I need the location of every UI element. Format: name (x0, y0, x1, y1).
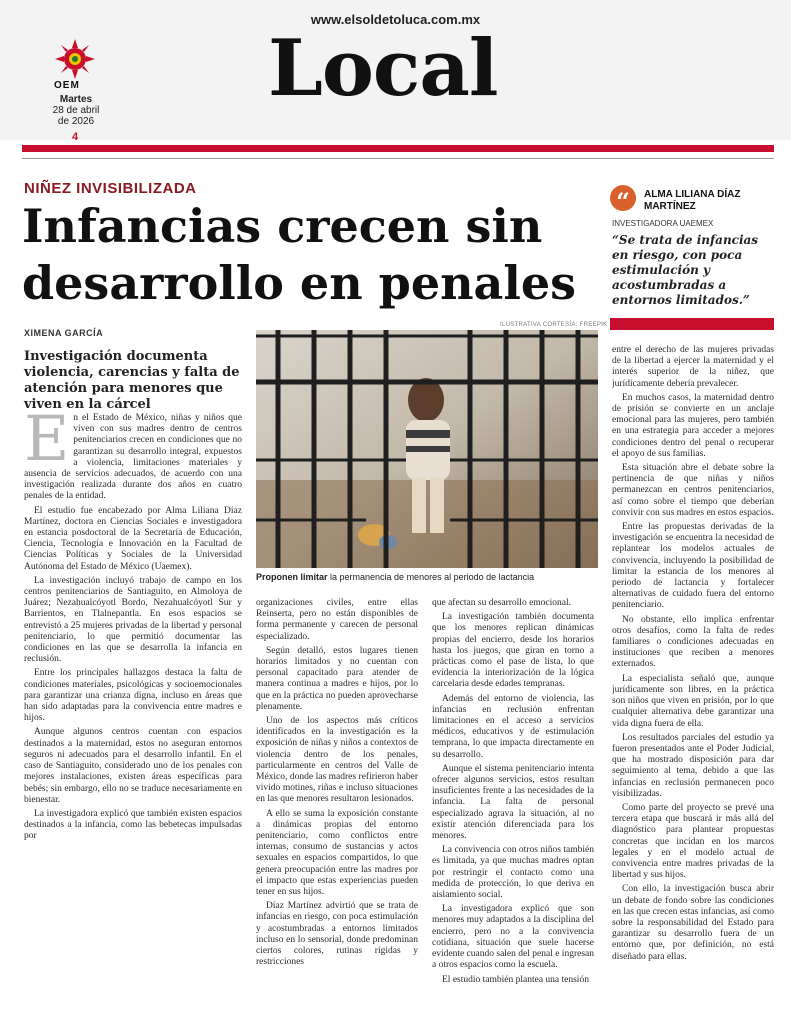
quote-divider (610, 318, 774, 330)
header-divider (22, 145, 774, 152)
site-url[interactable]: www.elsoldetoluca.com.mx (310, 12, 481, 27)
paragraph: La investigación incluyó trabajo de campo en los centros penitenciarios de Santiaguito, en Almoloya de Juárez; Nezahualcóyotl Bordo, Nezahualcóyotl Sur y Barrientos, en Tlalnepantla. En esos espacios se entrevistó a 25 mujeres privadas de la libertad y personal penitenciario, lo que permitió documentar las condiciones en las que se desarrolla la infancia en reclusión. (24, 575, 242, 665)
paragraph: entre el derecho de las mujeres privadas de la libertad a ejercer la maternidad y el interés superior de la niñez, que jurídicamente debería prevalecer. (612, 345, 774, 389)
paragraph: Con ello, la investigación busca abrir un debate de fondo sobre las condiciones en las que crecen estas infancias, así como sobre la responsabilidad del Estado para garantizar su desarrollo fuera de un entorno que, por definición, no está diseñado para ellas. (612, 884, 774, 962)
paragraph: El estudio fue encabezado por Alma Liliana Díaz Martínez, doctora en Ciencias Sociales e investigadora en estancia posdoctoral de la Secretaría de Educación, Ciencia, Tecnología e Innovación en la Facultad de Ciencias Políticas y Sociales de la Universidad Autónoma del Estado de México (Uaemex). (24, 505, 242, 572)
article-column-1 (24, 413, 242, 984)
paragraph: Como parte del proyecto se prevé una tercera etapa que buscará ir más allá del diagnóstico para plantear propuestas concretas que incidan en los marcos legales y en el modelo actual de convivencia entre madres privadas de la libertad y sus hijos. (612, 802, 774, 881)
photo-caption (256, 572, 598, 582)
paragraph: Aunque el sistema penitenciario intenta ofrecer algunos servicios, estos resultan insuficientes frente a las necesidades de la infancia. La falta de personal especializado agrava la situación, al no existir atención diferenciada para los menores. (432, 763, 594, 842)
caption-text: la permanencia de menores al periodo de lactancia (327, 572, 535, 582)
dateline (50, 94, 102, 127)
paragraph: Además del entorno de violencia, las infancias en reclusión enfrentan limitaciones en el acceso a servicios médicos, educativos y de estimulación temprana, lo que impacta directamente en su desarrollo. (432, 693, 594, 760)
paragraph: Uno de los aspectos más críticos identificados en la investigación es la exposición de niñas y niños a contextos de violencia dentro de los penales, particularmente en centros del Valle de México, donde las madres refirieron haber vivido motines, riñas e incluso situaciones en las que menores resultaron lesionados. (256, 716, 418, 805)
article-byline: XIMENA GARCÍA (24, 328, 104, 338)
brand-logo-text: OEM (54, 80, 80, 91)
article-headline: Infancias crecen sin desarrollo en penales (22, 199, 576, 310)
paragraph: La especialista señaló que, aunque jurídicamente son libres, en la práctica son niños que viven en prisión, por lo que cualquier alternativa debe garantizar una vida digna fuera de ella. (612, 673, 774, 729)
paragraph: La investigación también documenta que los menores replican dinámicas propias del encierro, desde los horarios hasta los juegos, que giran en torno a prácticas como el pase de lista, lo que evidencia la interiorización de la lógica carcelaria desde edades tempranas. (432, 612, 594, 690)
paragraph: Según detalló, estos lugares tienen horarios limitados y no cuentan con personal capacitado para atender de manera continua a madres e hijos, por lo que en la práctica no pueden aprovecharse plenamente. (256, 645, 418, 712)
date-line-2: de 2026 (57, 116, 95, 127)
paragraph: El estudio también plantea una tensión (442, 974, 589, 984)
page-number: 4 (72, 131, 79, 143)
paragraph: La investigadora explicó que son menores muy adaptados a la disciplina del encierro, pero no a la convivencia cotidiana, situación que suele hacerse evidente cuando salen del penal e ingresan a otros espacios como la escuela. (432, 904, 594, 971)
paragraph: Entre los principales hallazgos destaca la falta de condiciones materiales, psicológicas y socioemocionales para garantizar una crianza digna, incluso en áreas que han sido adaptadas para la convivencia entre madres e hijos. (24, 668, 242, 724)
article-photo (256, 330, 598, 568)
date-line-1: 28 de abril (52, 105, 100, 116)
paragraph: Díaz Martínez advirtió que se trata de infancias en riesgo, con poca estimulación y acostumbradas a entornos limitados incluso en lo sensorial, donde predominan ciertos colores, rutinas rígidas y restricciones (256, 901, 418, 968)
quote-author-role: INVESTIGADORA UAEMEX (612, 219, 714, 228)
quote-marks-icon: “ (610, 185, 636, 211)
paragraph: Esta situación abre el debate sobre la pertinencia de que niñas y niños permanezcan en centros penitenciarios, así como sobre el tiempo que deberían convivir con sus madres en estos espacios. (612, 463, 774, 518)
sun-emblem-icon (54, 38, 96, 80)
paragraph: Entre las propuestas derivadas de la investigación se encuentra la necesidad de replantear los modelos actuales de convivencia, incluyendo la posibilidad de limitar la estancia de los menores al periodo de lactancia y fortalecer alternativas de cuidado fuera del entorno penitenciario. (612, 522, 774, 611)
paragraph: La convivencia con otros niños también es limitada, ya que muchas madres optan por restringir el contacto como una medida de protección, lo que deriva en aislamiento social. (432, 845, 594, 901)
paragraph: A ello se suma la exposición constante a dinámicas propias del entorno penitenciario, como conflictos entre internas, consumo de sustancias y actos sexuales en espacios compartidos, lo que genera preocupación entre las madres por el impacto que estas experiencias pueden tener en sus hijos. (256, 808, 418, 898)
paragraph: organizaciones civiles, entre ellas Reinserta, pero no están disponibles de forma permanente y carecen de personal especializado. (256, 598, 418, 642)
photo-credit: ILUSTRATIVA CORTESÍA: FREEPIK (500, 322, 608, 328)
paragraph (24, 413, 242, 503)
paragraph: Aunque algunos centros cuentan con espacios destinados a la maternidad, estos no aseguran entornos seguros ni adecuados para el desarrollo infantil. En el caso de Santiaguito, considerado uno de los penales con mejores instalaciones, existen áreas específicas para bebés; sin embargo, ello no se traduce necesariamente en bienestar. (24, 727, 242, 805)
paragraph: La investigadora explicó que también existen espacios destinados a la infancia, como las bebetecas impulsadas por (24, 808, 242, 842)
section-title: Local (268, 23, 498, 114)
paragraph: que afectan su desarrollo emocional. (432, 598, 572, 608)
article-kicker: NIÑEZ INVISIBILIZADA (24, 180, 197, 197)
article-column-2 (256, 598, 418, 984)
article-column-3 (432, 598, 594, 984)
article-deck: Investigación documenta violencia, carencias y falta de atención para menores que viven en la cárcel (24, 349, 240, 412)
pull-quote-text: “Se trata de infancias en riesgo, con poca estimulación y acostumbradas a entornos limitados.” (612, 233, 759, 307)
drop-cap: E (24, 413, 70, 475)
paragraph: No obstante, ello implica enfrentar otros desafíos, como la falta de redes familiares o condiciones adecuadas en instituciones que reciben a menores externados. (612, 614, 774, 670)
quote-author-name: ALMA LILIANA DÍAZ MARTÍNEZ (644, 189, 741, 212)
paragraph: En muchos casos, la maternidad dentro de prisión se convierte en un anclaje emocional para las mujeres, pero también en una estrategia para acceder a mejores condiciones dentro del penal o recuperar el apoyo de sus familias. (612, 392, 774, 459)
date-day: Martes (59, 94, 93, 105)
paragraph: Los resultados parciales del estudio ya fueron presentados ante el Poder Judicial, que ha mostrado disposición para dar seguimiento al tema, debido a que las infancias en reclusión permanecen poco visibilizadas. (612, 732, 774, 799)
paragraph-text: n el Estado de México, niñas y niños que viven con sus madres dentro de centros penitenciarios crecen en condiciones que no garantizan su desarrollo integral, expuestos a violencia, limitaciones materiales y ausencia de servicios adecuados, de acuerdo con una investigación realizada durante dos años en cuatro penales de la entidad. (24, 413, 242, 502)
caption-lead: Proponen limitar (256, 572, 328, 582)
thin-divider (22, 158, 774, 159)
article-column-4 (612, 345, 774, 984)
